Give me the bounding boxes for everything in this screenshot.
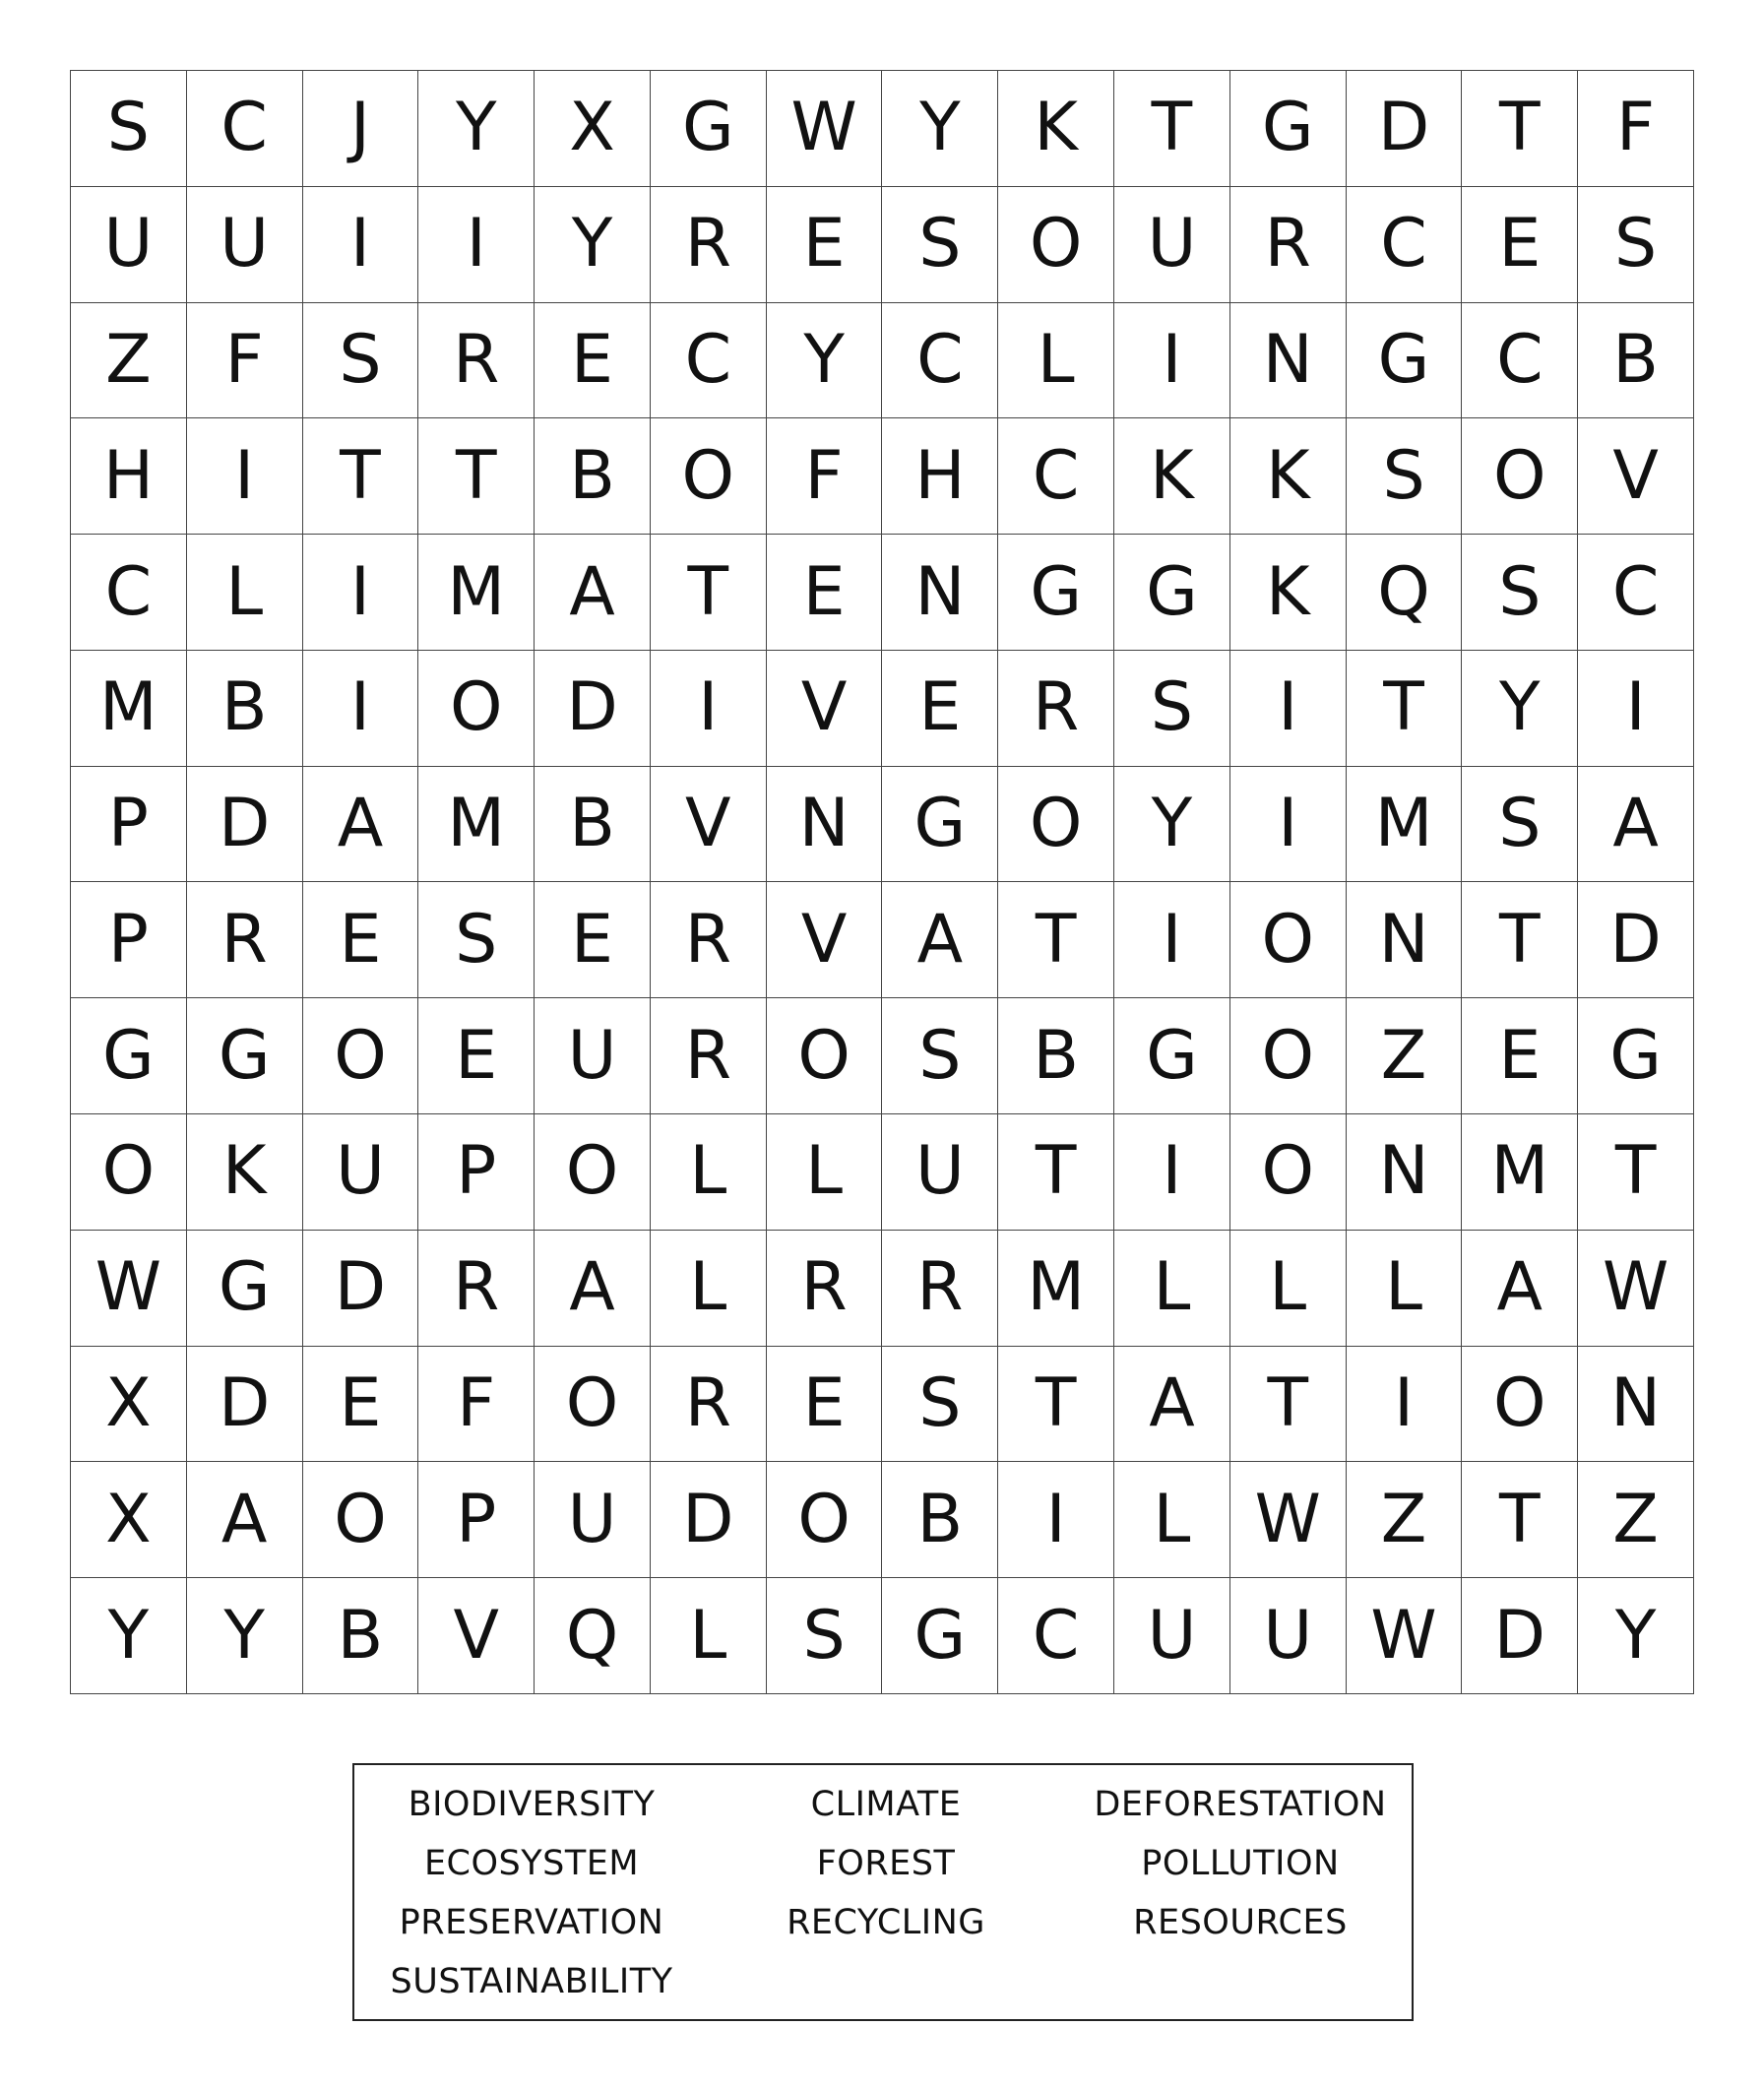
- grid-cell[interactable]: Z: [1578, 1462, 1694, 1578]
- grid-cell[interactable]: S: [767, 1578, 883, 1694]
- grid-cell[interactable]: R: [651, 882, 767, 998]
- grid-cell[interactable]: N: [1230, 303, 1347, 419]
- grid-cell[interactable]: B: [1578, 303, 1694, 419]
- grid-cell[interactable]: Y: [767, 303, 883, 419]
- grid-cell[interactable]: R: [1230, 187, 1347, 303]
- grid-cell[interactable]: K: [1114, 418, 1230, 535]
- grid-cell[interactable]: Y: [418, 71, 535, 187]
- grid-cell[interactable]: U: [535, 1462, 651, 1578]
- grid-cell[interactable]: I: [1114, 1114, 1230, 1231]
- grid-cell[interactable]: B: [187, 651, 303, 767]
- grid-cell[interactable]: N: [882, 535, 998, 651]
- grid-cell[interactable]: D: [1578, 882, 1694, 998]
- grid-cell[interactable]: T: [303, 418, 419, 535]
- grid-cell[interactable]: Z: [1347, 1462, 1463, 1578]
- grid-cell[interactable]: C: [1578, 535, 1694, 651]
- grid-cell[interactable]: R: [418, 1231, 535, 1347]
- grid-cell[interactable]: I: [1230, 767, 1347, 883]
- grid-cell[interactable]: A: [1462, 1231, 1578, 1347]
- grid-cell[interactable]: P: [71, 767, 187, 883]
- grid-cell[interactable]: I: [1347, 1347, 1463, 1463]
- grid-cell[interactable]: I: [1114, 882, 1230, 998]
- grid-cell[interactable]: I: [303, 535, 419, 651]
- grid-cell[interactable]: P: [71, 882, 187, 998]
- grid-cell[interactable]: I: [187, 418, 303, 535]
- word-bank-entry: SUSTAINABILITY: [390, 1962, 673, 2001]
- grid-cell[interactable]: O: [535, 1347, 651, 1463]
- grid-cell[interactable]: R: [651, 998, 767, 1114]
- grid-cell[interactable]: O: [535, 1114, 651, 1231]
- grid-cell[interactable]: G: [651, 71, 767, 187]
- word-bank-entry: BIODIVERSITY: [408, 1785, 656, 1824]
- grid-cell[interactable]: S: [1347, 418, 1463, 535]
- grid-cell[interactable]: I: [998, 1462, 1114, 1578]
- grid-cell[interactable]: D: [1462, 1578, 1578, 1694]
- grid-cell[interactable]: M: [1347, 767, 1463, 883]
- grid-cell[interactable]: D: [187, 1347, 303, 1463]
- grid-cell[interactable]: L: [998, 303, 1114, 419]
- grid-cell[interactable]: Y: [1578, 1578, 1694, 1694]
- grid-cell[interactable]: B: [998, 998, 1114, 1114]
- grid-cell[interactable]: W: [1230, 1462, 1347, 1578]
- grid-cell[interactable]: L: [1114, 1462, 1230, 1578]
- grid-cell[interactable]: I: [651, 651, 767, 767]
- grid-cell[interactable]: I: [1578, 651, 1694, 767]
- grid-cell[interactable]: T: [651, 535, 767, 651]
- grid-cell[interactable]: S: [71, 71, 187, 187]
- grid-cell[interactable]: V: [651, 767, 767, 883]
- grid-cell[interactable]: B: [535, 418, 651, 535]
- grid-cell[interactable]: L: [1114, 1231, 1230, 1347]
- grid-cell[interactable]: U: [303, 1114, 419, 1231]
- grid-cell[interactable]: I: [1114, 303, 1230, 419]
- grid-cell[interactable]: O: [1462, 1347, 1578, 1463]
- grid-cell[interactable]: I: [418, 187, 535, 303]
- grid-cell[interactable]: L: [767, 1114, 883, 1231]
- grid-cell[interactable]: K: [1230, 535, 1347, 651]
- grid-cell[interactable]: L: [187, 535, 303, 651]
- grid-cell[interactable]: T: [1230, 1347, 1347, 1463]
- grid-cell[interactable]: S: [1578, 187, 1694, 303]
- grid-cell[interactable]: E: [767, 187, 883, 303]
- grid-cell[interactable]: E: [535, 882, 651, 998]
- grid-cell[interactable]: K: [1230, 418, 1347, 535]
- grid-cell[interactable]: O: [651, 418, 767, 535]
- grid-cell[interactable]: M: [71, 651, 187, 767]
- grid-cell[interactable]: I: [1230, 651, 1347, 767]
- grid-cell[interactable]: G: [1578, 998, 1694, 1114]
- grid-cell[interactable]: L: [651, 1578, 767, 1694]
- grid-cell[interactable]: Y: [71, 1578, 187, 1694]
- grid-cell[interactable]: T: [1578, 1114, 1694, 1231]
- grid-cell[interactable]: Y: [882, 71, 998, 187]
- grid-cell[interactable]: O: [303, 1462, 419, 1578]
- grid-cell[interactable]: E: [882, 651, 998, 767]
- word-bank-entry: CLIMATE: [810, 1785, 962, 1824]
- grid-cell[interactable]: C: [651, 303, 767, 419]
- grid-cell[interactable]: Y: [1462, 651, 1578, 767]
- grid-cell[interactable]: Q: [1347, 535, 1463, 651]
- grid-cell[interactable]: S: [882, 187, 998, 303]
- grid-cell[interactable]: N: [1347, 882, 1463, 998]
- word-bank-entry: POLLUTION: [1141, 1844, 1340, 1883]
- grid-cell[interactable]: U: [71, 187, 187, 303]
- grid-cell[interactable]: E: [767, 1347, 883, 1463]
- grid-cell[interactable]: N: [1578, 1347, 1694, 1463]
- grid-cell[interactable]: G: [1230, 71, 1347, 187]
- grid-cell[interactable]: G: [187, 998, 303, 1114]
- grid-cell[interactable]: A: [535, 1231, 651, 1347]
- grid-cell[interactable]: A: [187, 1462, 303, 1578]
- grid-cell[interactable]: E: [535, 303, 651, 419]
- grid-cell[interactable]: O: [418, 651, 535, 767]
- grid-cell[interactable]: I: [303, 187, 419, 303]
- grid-cell[interactable]: E: [1462, 998, 1578, 1114]
- grid-cell[interactable]: S: [882, 998, 998, 1114]
- grid-cell[interactable]: P: [418, 1114, 535, 1231]
- word-search-grid: [70, 70, 1694, 1694]
- grid-cell[interactable]: W: [1578, 1231, 1694, 1347]
- grid-cell[interactable]: C: [882, 303, 998, 419]
- grid-cell[interactable]: A: [535, 535, 651, 651]
- grid-cell[interactable]: T: [1462, 71, 1578, 187]
- grid-cell[interactable]: H: [882, 418, 998, 535]
- grid-cell[interactable]: A: [1114, 1347, 1230, 1463]
- grid-cell[interactable]: M: [1462, 1114, 1578, 1231]
- grid-cell[interactable]: E: [1462, 187, 1578, 303]
- grid-cell[interactable]: Y: [1114, 767, 1230, 883]
- grid-cell[interactable]: Q: [535, 1578, 651, 1694]
- grid-cell[interactable]: N: [767, 767, 883, 883]
- grid-cell[interactable]: Z: [71, 303, 187, 419]
- grid-cell[interactable]: T: [1347, 651, 1463, 767]
- grid-cell[interactable]: E: [767, 535, 883, 651]
- grid-cell[interactable]: U: [1114, 187, 1230, 303]
- grid-cell[interactable]: S: [303, 303, 419, 419]
- grid-cell[interactable]: X: [71, 1347, 187, 1463]
- grid-cell[interactable]: R: [187, 882, 303, 998]
- grid-cell[interactable]: R: [651, 1347, 767, 1463]
- grid-cell[interactable]: V: [418, 1578, 535, 1694]
- grid-cell[interactable]: O: [767, 998, 883, 1114]
- grid-cell[interactable]: O: [998, 767, 1114, 883]
- grid-cell[interactable]: O: [767, 1462, 883, 1578]
- grid-cell[interactable]: G: [187, 1231, 303, 1347]
- grid-cell[interactable]: L: [651, 1114, 767, 1231]
- grid-cell[interactable]: T: [1462, 882, 1578, 998]
- grid-cell[interactable]: V: [767, 651, 883, 767]
- grid-cell[interactable]: O: [1462, 418, 1578, 535]
- grid-cell[interactable]: M: [998, 1231, 1114, 1347]
- word-bank: [352, 1763, 1414, 2021]
- grid-cell[interactable]: G: [882, 1578, 998, 1694]
- grid-cell[interactable]: D: [303, 1231, 419, 1347]
- grid-cell[interactable]: J: [303, 71, 419, 187]
- grid-cell[interactable]: O: [303, 998, 419, 1114]
- grid-cell[interactable]: U: [187, 187, 303, 303]
- grid-cell[interactable]: E: [418, 998, 535, 1114]
- word-bank-entry: FOREST: [816, 1844, 956, 1883]
- grid-cell[interactable]: B: [303, 1578, 419, 1694]
- grid-cell[interactable]: X: [535, 71, 651, 187]
- grid-cell[interactable]: D: [535, 651, 651, 767]
- grid-cell[interactable]: F: [418, 1347, 535, 1463]
- grid-cell[interactable]: W: [1347, 1578, 1463, 1694]
- grid-cell[interactable]: H: [71, 418, 187, 535]
- grid-cell[interactable]: M: [418, 767, 535, 883]
- grid-cell[interactable]: L: [1347, 1231, 1463, 1347]
- grid-cell[interactable]: A: [882, 882, 998, 998]
- grid-cell[interactable]: V: [1578, 418, 1694, 535]
- grid-cell[interactable]: O: [1230, 998, 1347, 1114]
- grid-cell[interactable]: T: [1114, 71, 1230, 187]
- grid-cell[interactable]: T: [998, 882, 1114, 998]
- grid-cell[interactable]: R: [418, 303, 535, 419]
- word-bank-entry: RESOURCES: [1133, 1903, 1348, 1942]
- grid-cell[interactable]: S: [1462, 767, 1578, 883]
- grid-cell[interactable]: S: [1114, 651, 1230, 767]
- grid-cell[interactable]: O: [998, 187, 1114, 303]
- grid-cell[interactable]: X: [71, 1462, 187, 1578]
- grid-cell[interactable]: G: [1114, 998, 1230, 1114]
- grid-cell[interactable]: C: [187, 71, 303, 187]
- grid-cell[interactable]: T: [418, 418, 535, 535]
- grid-cell[interactable]: F: [1578, 71, 1694, 187]
- grid-cell[interactable]: L: [1230, 1231, 1347, 1347]
- grid-cell[interactable]: R: [651, 187, 767, 303]
- grid-cell[interactable]: P: [418, 1462, 535, 1578]
- grid-cell[interactable]: T: [1462, 1462, 1578, 1578]
- grid-cell[interactable]: V: [767, 882, 883, 998]
- grid-cell[interactable]: K: [187, 1114, 303, 1231]
- grid-cell[interactable]: U: [535, 998, 651, 1114]
- word-bank-entry: RECYCLING: [787, 1903, 985, 1942]
- grid-cell[interactable]: G: [998, 535, 1114, 651]
- grid-cell[interactable]: N: [1347, 1114, 1463, 1231]
- grid-cell[interactable]: C: [1462, 303, 1578, 419]
- grid-cell[interactable]: G: [71, 998, 187, 1114]
- grid-cell[interactable]: C: [998, 1578, 1114, 1694]
- grid-cell[interactable]: Y: [187, 1578, 303, 1694]
- grid-cell[interactable]: D: [187, 767, 303, 883]
- grid-cell[interactable]: O: [1230, 882, 1347, 998]
- grid-cell[interactable]: A: [303, 767, 419, 883]
- grid-cell[interactable]: C: [1347, 187, 1463, 303]
- grid-cell[interactable]: G: [882, 767, 998, 883]
- grid-cell[interactable]: F: [187, 303, 303, 419]
- grid-cell[interactable]: B: [535, 767, 651, 883]
- grid-cell[interactable]: U: [882, 1114, 998, 1231]
- grid-cell[interactable]: C: [71, 535, 187, 651]
- grid-cell[interactable]: U: [1114, 1578, 1230, 1694]
- grid-cell[interactable]: A: [1578, 767, 1694, 883]
- word-bank-entry: DEFORESTATION: [1094, 1785, 1387, 1824]
- grid-cell[interactable]: U: [1230, 1578, 1347, 1694]
- grid-cell[interactable]: D: [651, 1462, 767, 1578]
- grid-cell[interactable]: D: [1347, 71, 1463, 187]
- grid-cell[interactable]: W: [71, 1231, 187, 1347]
- grid-cell[interactable]: C: [998, 418, 1114, 535]
- grid-cell[interactable]: S: [1462, 535, 1578, 651]
- grid-cell[interactable]: I: [303, 651, 419, 767]
- grid-cell[interactable]: Y: [535, 187, 651, 303]
- grid-cell[interactable]: L: [651, 1231, 767, 1347]
- grid-cell[interactable]: S: [418, 882, 535, 998]
- grid-cell[interactable]: O: [71, 1114, 187, 1231]
- grid-cell[interactable]: M: [418, 535, 535, 651]
- grid-cell[interactable]: T: [998, 1347, 1114, 1463]
- grid-cell[interactable]: G: [1114, 535, 1230, 651]
- grid-cell[interactable]: R: [998, 651, 1114, 767]
- grid-cell[interactable]: O: [1230, 1114, 1347, 1231]
- grid-cell[interactable]: T: [998, 1114, 1114, 1231]
- grid-cell[interactable]: E: [303, 1347, 419, 1463]
- grid-cell[interactable]: Z: [1347, 998, 1463, 1114]
- grid-cell[interactable]: W: [767, 71, 883, 187]
- word-bank-entry: ECOSYSTEM: [423, 1844, 640, 1883]
- word-bank-entry: PRESERVATION: [399, 1903, 664, 1942]
- grid-cell[interactable]: K: [998, 71, 1114, 187]
- grid-cell[interactable]: E: [303, 882, 419, 998]
- grid-cell[interactable]: R: [767, 1231, 883, 1347]
- grid-cell[interactable]: B: [882, 1462, 998, 1578]
- grid-cell[interactable]: G: [1347, 303, 1463, 419]
- grid-cell[interactable]: R: [882, 1231, 998, 1347]
- grid-cell[interactable]: F: [767, 418, 883, 535]
- grid-cell[interactable]: S: [882, 1347, 998, 1463]
